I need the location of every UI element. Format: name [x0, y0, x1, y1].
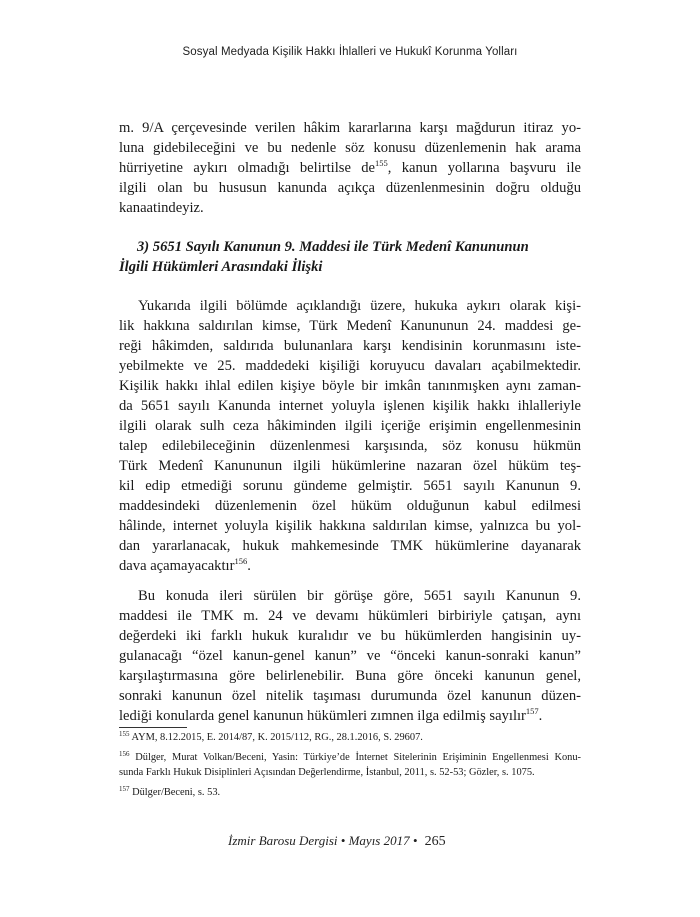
text-line: luna gidebileceğini ve bu nedenle söz konusu düzenlemenin hak arama [119, 140, 581, 156]
text-line: Bu konuda ileri sürülen bir görüşe göre, 5651 sayılı Kanunun 9. [138, 588, 581, 604]
text-line: Kişilik hakkı ihlal edilen kişiye böyle bir imkân tanınmışken aynı zaman- [119, 378, 581, 394]
running-head: Sosyal Medyada Kişilik Hakkı İhlalleri ve Hukukî Korunma Yolları [182, 46, 518, 58]
text-line: Yukarıda ilgili bölümde açıklandığı üzere, hukuka aykırı olarak kişi- [138, 298, 581, 314]
text-line: Türk Medenî Kanununun ilgili hükümlerine nazaran özel hüküm teş- [119, 458, 581, 474]
page-number: 265 [424, 834, 446, 849]
text-line: m. 9/A çerçevesinde verilen hâkim kararlarına karşı mağdurun itiraz yo- [119, 120, 581, 136]
text-line: dava açamayacaktır$^{156}$. [119, 556, 251, 574]
footnote-number: 155 [119, 730, 130, 738]
text-line: da 5651 sayılı Kanunda internet yoluyla işlenen kişilik hakkı ihlalleriyle [119, 398, 581, 414]
heading-line: 3) 5651 Sayılı Kanunun 9. Maddesi ile Türk Medenî Kanununun [137, 239, 529, 255]
text-line: hürriyetine aykırı olmadığı belirtilse $de^{155}$, kanun yollarına başvuru ile [119, 158, 581, 176]
heading-line: İlgili Hükümleri Arasındaki İlişki [119, 259, 323, 275]
section-heading [119, 237, 581, 277]
footnote: $^{157}$ Dülger/Beceni, s. 53. [119, 785, 221, 798]
footnote: $^{156}$ Dülger, Murat Volkan/Beceni, Yasin: Türkiye’de İnternet Sitelerinin Erişiminin Engellenmesi Konu- sunda Farklı Hukuk Disiplinleri Açısından Değerlendirme, İstanbul, 2011, s. 52-53; Gözler, s. 1075. [119, 750, 581, 778]
footnote-ref: 155 [375, 158, 388, 168]
text-line: ilgili olan bu hususun kanunda açıkça düzenlenmesinin doğru olduğu [119, 180, 581, 196]
footnotes [119, 730, 581, 805]
footnote-number: 157 [119, 785, 130, 793]
journal-name: İzmir Barosu Dergisi • Mayıs 2017 • [228, 833, 418, 848]
text-line: lik hakkına saldırılan kimse, Türk Medenî Kanununun 24. maddesi ge- [119, 318, 581, 334]
page-footer [228, 833, 528, 850]
text-line: yebilmekte ve 25. maddedeki kişiliği koruyucu davaları açabilmektedir. [119, 358, 581, 374]
text-line: değerdeki iki farklı hukuk kuralıdır ve bu hükümlerden hangisinin uy- [119, 628, 581, 644]
text-line: lediği konularda genel kanunun hükümleri zımnen ilga edilmiş sayılır$^{157}$. [119, 706, 543, 724]
footnote-ref: 157 [525, 706, 539, 716]
text-line: talep edilebileceğinin düzenlenmesi karşısında, söz konusu hükmün [119, 438, 581, 454]
footnote-number: 156 [119, 750, 130, 758]
text-line: kil edip etmediği sorunu gündeme gelmiştir. 5651 sayılı Kanunun 9. [119, 478, 581, 494]
text-line: gulanacağı “özel kanun-genel kanun” ve “önceki kanun-sonraki kanun” [119, 648, 581, 664]
footnote-ref: 156 [234, 556, 248, 566]
text-line: sonraki kanunun özel nitelik taşıması durumunda özel kanunun düzen- [119, 688, 581, 704]
text-line: maddesi ile TMK m. 24 ve devamı hükümleri birbiriyle çatışan, aynı [119, 608, 581, 624]
text-line: karşılaştırmasına göre belirlenebilir. Buna göre önceki kanunun genel, [119, 668, 581, 684]
paragraph-opinion [119, 586, 581, 726]
footnote-divider [119, 727, 187, 728]
text-line: ilgili olarak sulh ceza hâkiminden ilgili içeriğe erişimin engellenmesinin [119, 418, 581, 434]
footnote: $^{155}$ AYM, 8.12.2015, E. 2014/87, K. 2015/112, RG., 28.1.2016, S. 29607. [119, 730, 423, 743]
text-line: dan yararlanacak, hukuk mahkemesinde TMK hükümlerine dayanarak [119, 538, 581, 554]
text-line: reği hâkimden, saldırıda bulunanlara karşı kendisinin korunmasını iste- [119, 338, 581, 354]
text-line: maddesindeki düzenlemenin özel hüküm olduğunun kabul edilmesi [119, 498, 581, 514]
paragraph-continuation [119, 118, 581, 218]
paragraph-relationship [119, 296, 581, 576]
text-line: kanaatindeyiz. [119, 200, 204, 216]
text-line: hâlinde, internet yoluyla kişilik hakkına saldırılan kimse, yalnızca bu yol- [119, 518, 581, 534]
